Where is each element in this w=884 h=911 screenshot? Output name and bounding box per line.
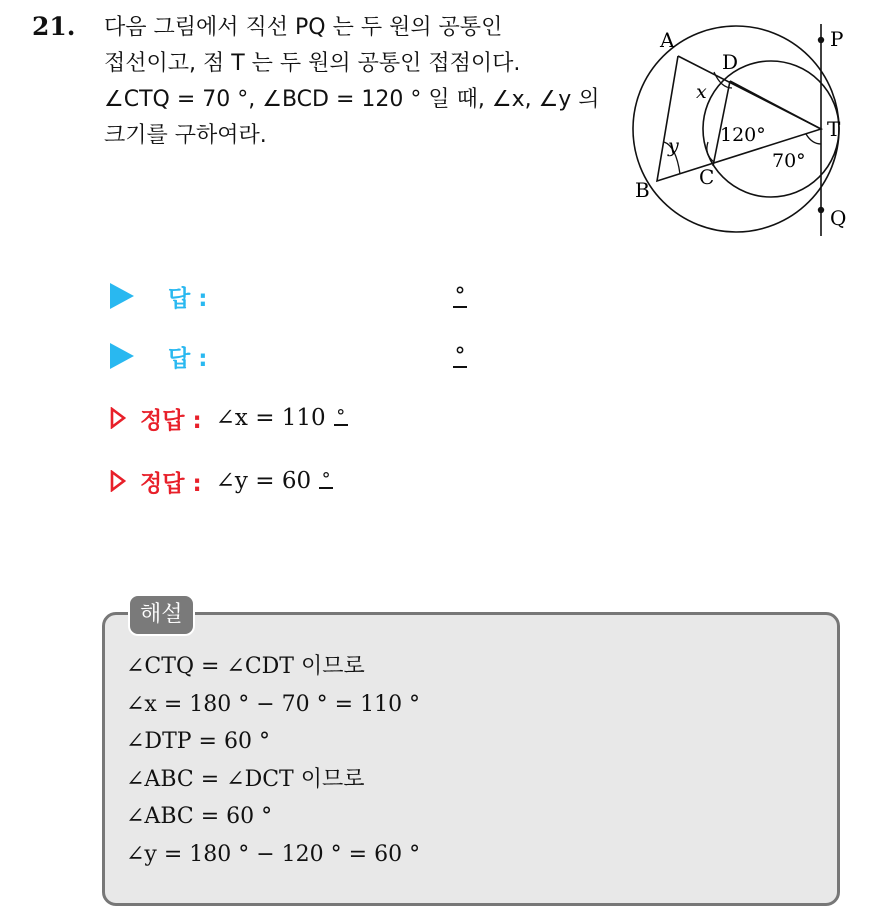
angle-label-120: 120°	[720, 124, 766, 146]
answer-row	[110, 276, 207, 316]
point-label-t: T	[827, 117, 841, 141]
solution-lines	[126, 648, 420, 873]
geometry-figure	[626, 14, 866, 244]
solution-line: ∠ABC = ∠DCT 이므로	[126, 766, 365, 792]
point-label-q: Q	[830, 206, 847, 230]
question-number: 21.	[32, 12, 76, 41]
correct-answer-row	[110, 398, 348, 438]
answer-blank-2[interactable]: °	[454, 344, 466, 369]
angle-label-y: y	[668, 135, 679, 157]
answer-label: 답 :	[168, 285, 208, 312]
angle-arc-120	[707, 142, 714, 162]
point-label-c: C	[699, 165, 715, 189]
point-label-a: A	[660, 28, 675, 52]
point-q-dot	[818, 207, 824, 213]
question-line: 크기를 구하여라.	[104, 123, 267, 148]
degree-unit: °	[319, 473, 333, 489]
play-arrow-icon	[110, 343, 134, 369]
correct-answer-value: ∠y = 60	[215, 468, 312, 494]
solution-line: ∠DTP = 60 °	[126, 729, 270, 754]
question-line: 접선이고, 점 T 는 두 원의 공통인 접점이다.	[104, 51, 521, 76]
outline-arrow-icon	[110, 470, 126, 492]
solution-line: ∠ABC = 60 °	[126, 804, 273, 829]
point-p-dot	[818, 37, 824, 43]
question-text	[104, 10, 614, 154]
answer-label: 답 :	[168, 345, 208, 372]
angle-label-x: x	[696, 81, 707, 103]
correct-answer-label: 정답 :	[140, 470, 202, 497]
degree-unit: °	[334, 410, 348, 426]
angle-label-70: 70°	[772, 150, 806, 172]
point-label-b: B	[635, 178, 650, 202]
question-line: 다음 그림에서 직선 PQ 는 두 원의 공통인	[104, 15, 503, 40]
angle-arc-70	[806, 134, 821, 144]
correct-answer-label: 정답 :	[140, 407, 202, 434]
answer-blank-1[interactable]: °	[454, 284, 466, 309]
point-label-d: D	[722, 50, 739, 74]
outline-arrow-icon	[110, 407, 126, 429]
solution-line: ∠CTQ = ∠CDT 이므로	[126, 654, 365, 679]
answer-row	[110, 336, 207, 376]
play-arrow-icon	[110, 283, 134, 309]
correct-answer-row	[110, 461, 333, 501]
correct-answer-value: ∠x = 110	[215, 405, 326, 431]
segment-dt	[730, 81, 821, 129]
solution-line: ∠y = 180 ° − 120 ° = 60 °	[126, 841, 421, 867]
solution-line: ∠x = 180 ° − 70 ° = 110 °	[126, 691, 421, 717]
point-label-p: P	[830, 27, 844, 51]
solution-tag: 해설	[128, 594, 195, 636]
question-line: ∠CTQ = 70 °, ∠BCD = 120 ° 일 때, ∠x, ∠y 의	[104, 87, 600, 112]
